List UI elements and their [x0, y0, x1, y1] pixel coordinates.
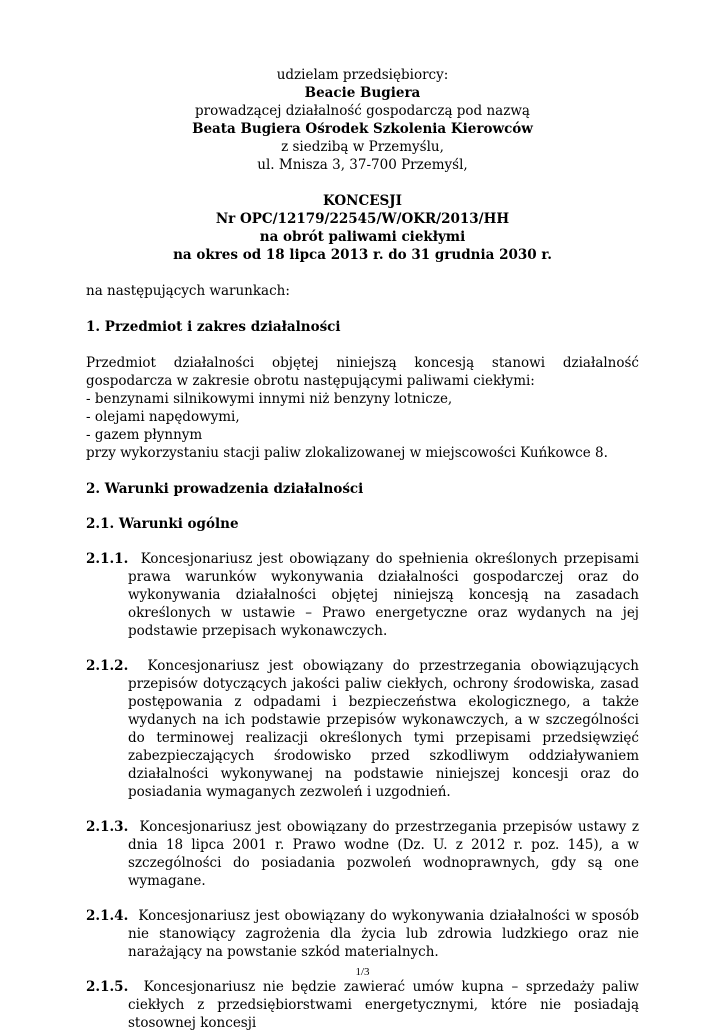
clause-text: Koncesjonariusz jest obowiązany do przestrzegania przepisów ustawy z dnia 18 lipca 2001 r. Prawo wodne (Dz. U. z 2012 r. poz. 145), a w szczególności do posiadania pozwoleń wodnoprawnych, gdy są one wymagane. [128, 819, 639, 889]
page-number: 1/3 [355, 966, 370, 978]
clause-2-1-2 [86, 657, 639, 801]
clause-number: 2.1.1. [86, 551, 129, 567]
address-line: ul. Mnisza 3, 37-700 Przemyśl, [257, 157, 468, 173]
header-line: prowadzącej działalność gospodarczą pod nazwą [195, 103, 530, 119]
license-subject: na obrót paliwami ciekłymi [259, 229, 466, 245]
subsection-2-1-heading: 2.1. Warunki ogólne [86, 516, 239, 532]
header-line: z siedzibą w Przemyślu, [281, 139, 444, 155]
section-2-heading: 2. Warunki prowadzenia działalności [86, 481, 364, 497]
license-period: na okres od 18 lipca 2013 r. do 31 grudnia 2030 r. [173, 247, 552, 263]
license-number: Nr OPC/12179/22545/W/OKR/2013/HH [215, 211, 510, 227]
clause-2-1-3 [86, 818, 639, 890]
clause-number: 2.1.4. [86, 908, 129, 924]
clause-text: Koncesjonariusz nie będzie zawierać umów kupna – sprzedaży paliw ciekłych z przedsiębiorstwami energetycznymi, które nie posiadają stosownej koncesji [128, 979, 639, 1031]
clause-text: Koncesjonariusz jest obowiązany do spełnienia określonych przepisami prawa warunków wykonywania działalności gospodarczej oraz do wykonywania działalności objętej niniejszą koncesją na zasadach określonych w ustawie – Prawo energetyczne oraz wydanych na jej podstawie przepisach wykonawczych. [128, 551, 639, 639]
header-block [86, 66, 639, 264]
clause-2-1-1 [86, 550, 639, 640]
clause-number: 2.1.2. [86, 658, 129, 674]
list-item: - benzynami silnikowymi innymi niż benzyny lotnicze, [86, 391, 453, 407]
intro-text: na następujących warunkach: [86, 283, 290, 299]
license-title: KONCESJI [323, 193, 402, 209]
section-1-heading: 1. Przedmiot i zakres działalności [86, 319, 341, 335]
clause-number: 2.1.3. [86, 819, 129, 835]
section-1-closing: przy wykorzystaniu stacji paliw zlokalizowanej w miejscowości Kuńkowce 8. [86, 445, 608, 461]
list-item: - olejami napędowymi, [86, 409, 240, 425]
list-item: - gazem płynnym [86, 427, 203, 443]
company-name: Beata Bugiera Ośrodek Szkolenia Kierowców [192, 121, 533, 137]
header-line: udzielam przedsiębiorcy: [276, 67, 449, 83]
section-1-paragraph: Przedmiot działalności objętej niniejszą koncesją stanowi działalność gospodarcza w zakresie obrotu następującymi paliwami ciekłymi: [86, 355, 639, 389]
clause-2-1-4 [86, 907, 639, 961]
section-1-body [86, 354, 639, 462]
licensee-name: Beacie Bugiera [304, 85, 421, 101]
clause-number: 2.1.5. [86, 979, 129, 995]
clause-text: Koncesjonariusz jest obowiązany do przestrzegania obowiązujących przepisów dotyczących jakości paliw ciekłych, ochrony środowiska, zasad postępowania z odpadami i bezpieczeństwa ekologicznego, a także wydanych na ich podstawie przepisów wykonawczych, a w szczególności do terminowej realizacji określonych tymi przepisami przedsięwzięć zabezpieczających środowisko przed szkodliwym oddziaływaniem działalności wykonywanej na podstawie niniejszej koncesji oraz do posiadania wymaganych zezwoleń i uzgodnień. [128, 658, 639, 800]
clause-text: Koncesjonariusz jest obowiązany do wykonywania działalności w sposób nie stanowiący zagrożenia dla życia lub zdrowia ludzkiego oraz nie narażający na powstanie szkód materialnych. [128, 908, 639, 960]
